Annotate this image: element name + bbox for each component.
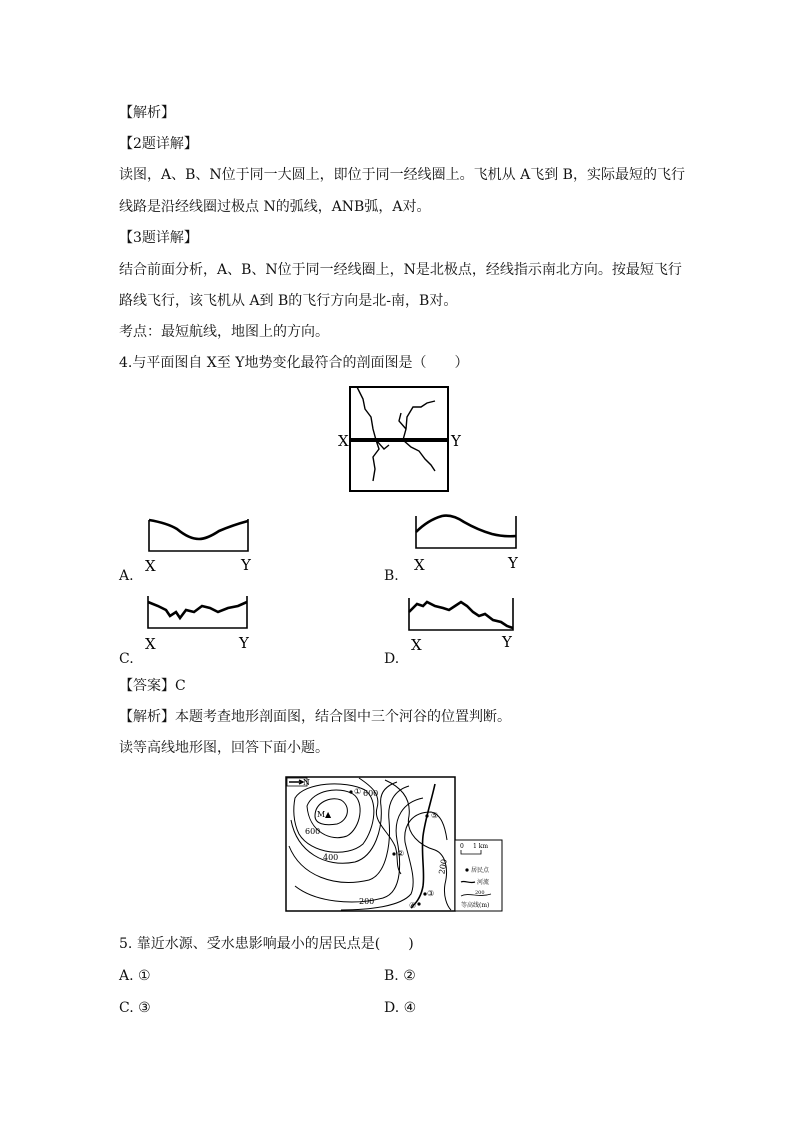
profile-c <box>144 592 252 652</box>
option-5a <box>119 967 151 985</box>
contour-map <box>285 776 505 913</box>
plan-y-label: Y <box>451 432 461 450</box>
q4-stem: 4.与平面图自 X至 Y地势变化最符合的剖面图是（ ） <box>119 355 469 371</box>
settlement-3: ③ <box>427 889 435 898</box>
legend-river: 河流 <box>477 879 490 886</box>
q4-analysis: 【解析】本题考查地形剖面图，结合图中三个河谷的位置判断。 <box>119 709 511 725</box>
legend-box <box>455 840 502 911</box>
settlement-1: ① <box>354 787 362 796</box>
q2-text-line-1: 读图，A、B、N位于同一大圆上，即位于同一经线圈上。飞机从 A飞到 B，实际最短的飞行 <box>119 167 685 183</box>
option-4d-label: D. <box>384 651 400 667</box>
profile-a-curve <box>149 520 248 539</box>
contour-label-200a: 200 <box>359 897 375 906</box>
settlement-dot-4 <box>417 902 420 905</box>
settlement-dot-5 <box>425 814 428 817</box>
q3-header: 【3题详解】 <box>119 230 198 246</box>
river-1 <box>357 387 379 481</box>
option-5a-label: A. <box>119 968 134 984</box>
option-5b <box>384 967 416 985</box>
analysis-header: 【解析】 <box>119 105 175 121</box>
profile-a <box>145 515 253 575</box>
option-5d-label: D. <box>384 1000 400 1016</box>
contour-label-200b: 200 <box>437 858 449 875</box>
contour-label-600b: 600 <box>363 789 379 798</box>
contour-label-400: 400 <box>323 853 339 862</box>
plan-x-label: X <box>338 432 349 450</box>
profile-d <box>405 592 517 652</box>
plan-map <box>335 385 465 495</box>
option-4c-label: C. <box>119 651 134 667</box>
option-5d-value: ④ <box>403 1000 417 1016</box>
scale-zero: 0 <box>460 843 464 850</box>
profile-c-y: Y <box>239 634 249 652</box>
option-5b-label: B. <box>384 968 399 984</box>
option-5b-value: ② <box>403 968 416 984</box>
read-map-instruction: 读等高线地形图，回答下面小题。 <box>119 740 329 756</box>
option-4a-label: A. <box>119 568 134 584</box>
settlement-4: ④ <box>409 901 417 910</box>
profile-d-x: X <box>411 636 422 654</box>
profile-b-curve <box>416 516 516 537</box>
legend-contour-value: 200 <box>475 890 485 896</box>
option-5c-value: ③ <box>138 1000 151 1016</box>
profile-d-y: Y <box>502 633 512 651</box>
contour-label-600a: 600 <box>305 827 321 836</box>
profile-b <box>412 510 522 572</box>
option-5d <box>384 999 416 1017</box>
legend-contour: 等高线(m) <box>461 902 490 909</box>
q3-text-line-3: 考点：最短航线，地图上的方向。 <box>119 324 329 340</box>
settlement-2: ② <box>397 849 405 858</box>
settlement-dot-1 <box>349 790 352 793</box>
peak-label: M <box>317 810 326 819</box>
q4-answer: 【答案】C <box>119 678 186 694</box>
profile-b-y: Y <box>508 554 518 572</box>
option-4b-label: B. <box>384 568 399 584</box>
river-2 <box>403 401 435 471</box>
option-5c-label: C. <box>119 1000 134 1016</box>
option-5a-value: ① <box>138 968 151 984</box>
north-label: N <box>303 778 310 787</box>
contour-inner-2 <box>294 784 374 852</box>
q5-stem: 5. 靠近水源、受水患影响最小的居民点是( ) <box>119 936 414 952</box>
legend-settlement: 居民点 <box>471 867 490 874</box>
profile-a-y: Y <box>241 556 251 574</box>
q2-text-line-2: 线路是沿经线圈过极点 N的弧线，ANB弧，A对。 <box>119 199 431 215</box>
river-2-branch <box>399 413 406 429</box>
option-5c <box>119 999 151 1017</box>
profile-d-curve <box>409 602 513 628</box>
q3-text-line-1: 结合前面分析，A、B、N位于同一经线圈上，N是北极点，经线指示南北方向。按最短飞行 <box>119 262 682 278</box>
settlement-5: ⑤ <box>431 811 439 820</box>
profile-b-x: X <box>414 556 425 574</box>
q2-header: 【2题详解】 <box>119 136 198 152</box>
profile-c-x: X <box>145 635 156 653</box>
q3-text-line-2: 路线飞行，该飞机从 A到 B的飞行方向是北-南，B对。 <box>119 293 458 309</box>
profile-a-x: X <box>145 557 156 575</box>
peak-icon: ▲ <box>325 810 332 819</box>
scale-unit: 1 km <box>473 843 489 850</box>
profile-c-curve <box>148 602 247 618</box>
contour-400 <box>291 782 397 863</box>
settlement-dot-2 <box>392 852 395 855</box>
legend-settlement-dot <box>465 868 468 871</box>
